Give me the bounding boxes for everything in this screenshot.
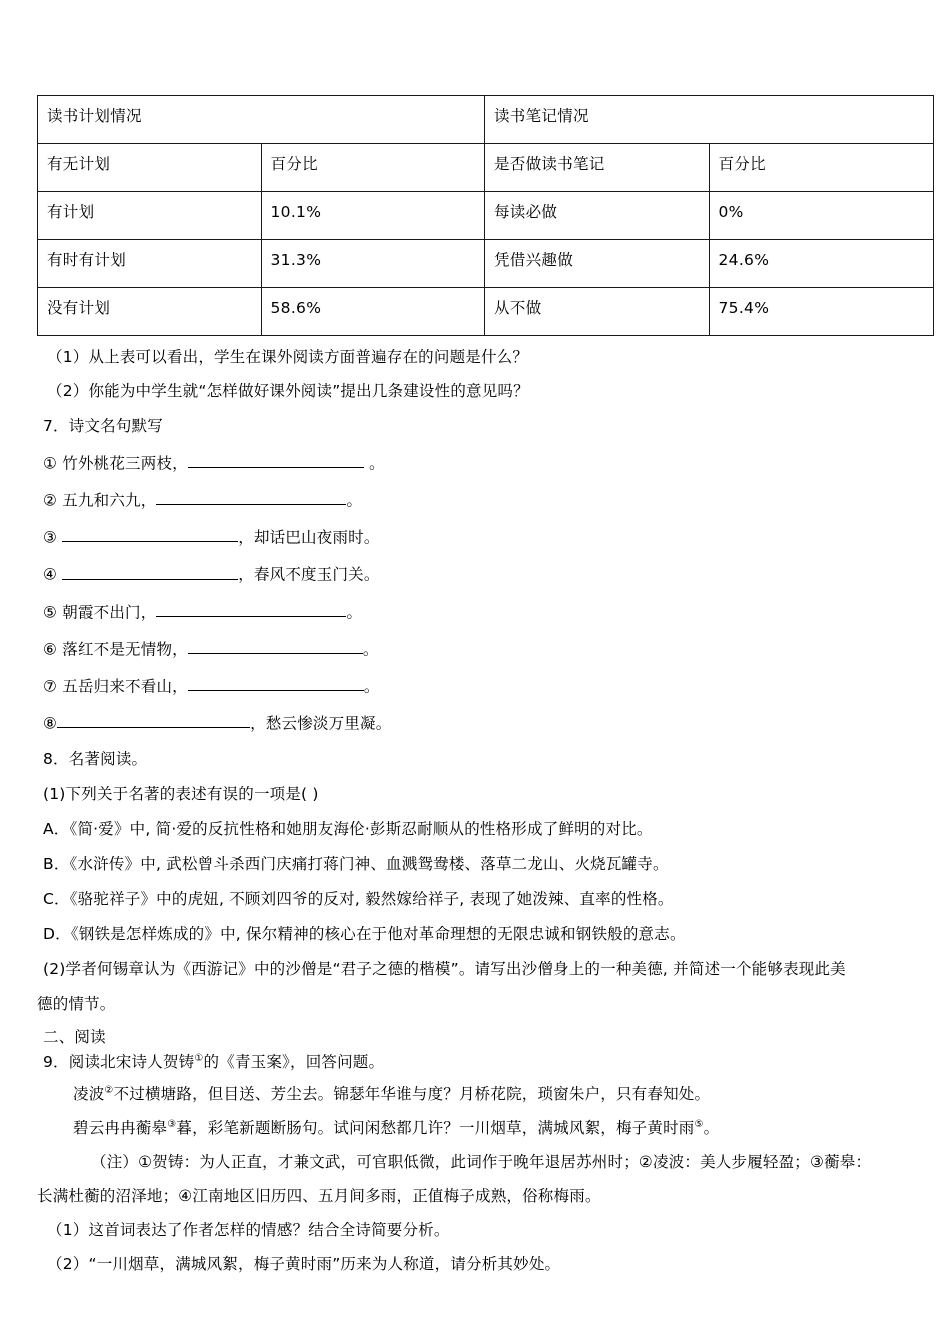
q7-item-2-suffix: 。: [346, 491, 363, 510]
table-cell: 24.6%: [709, 240, 934, 288]
table-row: [38, 240, 934, 288]
table-cell: 10.1%: [261, 192, 485, 240]
q7-item-3-marker: ③: [43, 528, 58, 547]
q7-item-7-text: 五岳归来不看山，: [62, 677, 188, 696]
q7-item-1-marker: ①: [43, 454, 58, 473]
q7-item-7-blank[interactable]: [188, 674, 364, 691]
q7-item-3-suffix: ，却话巴山夜雨时。: [238, 528, 380, 547]
table-cell: 没有计划: [38, 288, 262, 336]
q7-item-1-blank[interactable]: [188, 451, 364, 468]
table-cell: 凭借兴趣做: [485, 240, 710, 288]
poem-line-2-part-a: 碧云冉冉蘅皋: [73, 1119, 168, 1138]
poem-notes-line-2: 长满杜蘅的沼泽地；④江南地区旧历四、五月间多雨，正值梅子成熟，俗称梅雨。: [37, 1187, 601, 1206]
q9-heading-part-a: 9．阅读北宋诗人贺铸: [43, 1052, 195, 1071]
q7-item-1-suffix: 。: [369, 454, 385, 473]
q7-item-2-blank[interactable]: [156, 488, 346, 505]
section-2-heading: 二、阅读: [43, 1027, 106, 1046]
q7-item-1-text: 竹外桃花三两枝，: [62, 454, 188, 473]
question-9-heading: [37, 1052, 913, 1073]
table-cell: 31.3%: [261, 240, 485, 288]
page-content: [37, 95, 913, 1275]
q7-item-4: [37, 562, 913, 585]
q8-option-d[interactable]: D．《钢铁是怎样炼成的》中, 保尔精神的核心在于他对革命理想的无限忠诚和钢铁般的意志。: [43, 924, 686, 943]
q9-heading-part-b: 的《青玉案》，回答问题。: [203, 1052, 385, 1071]
question-8-heading: 8．名著阅读。: [43, 750, 148, 769]
q7-item-8: [37, 711, 913, 734]
q7-item-6-blank[interactable]: [188, 637, 363, 654]
q7-item-6: [37, 637, 913, 660]
q8-option-a[interactable]: A．《简·爱》中, 简·爱的反抗性格和她朋友海伦·彭斯忍耐顺从的性格形成了鲜明的对比。: [43, 820, 653, 839]
table-row: [38, 96, 934, 144]
q7-item-5: [37, 600, 913, 623]
q7-item-3-blank[interactable]: [62, 525, 238, 542]
q7-item-7: [37, 674, 913, 697]
q7-item-6-text: 落红不是无情物，: [62, 639, 188, 658]
table-column-header: 是否做读书笔记: [485, 144, 710, 192]
q7-item-8-suffix: ，愁云惨淡万里凝。: [250, 714, 392, 733]
question-7-heading: 7．诗文名句默写: [43, 416, 163, 435]
q7-item-6-suffix: 。: [362, 639, 379, 658]
q8-sub-question-1: (1)下列关于名著的表述有误的一项是( ): [43, 785, 319, 804]
table-cell: 0%: [709, 192, 934, 240]
table-question-2: （2）你能为中学生就“怎样做好课外阅读”提出几条建设性的意见吗？: [47, 381, 529, 400]
q8-sub-question-2-line1: (2)学者何锡章认为《西游记》中的沙僧是“君子之德的楷模”。请写出沙僧身上的一种美德, 并简述一个能够表现此美: [43, 959, 846, 978]
table-row: [38, 192, 934, 240]
footnote-marker-5: ⑤: [694, 1119, 704, 1131]
table-column-header: 百分比: [261, 144, 485, 192]
q9-sub-question-2: （2）“一川烟草，满城风絮，梅子黄时雨”历来为人称道，请分析其妙处。: [47, 1255, 561, 1274]
table-cell: 75.4%: [709, 288, 934, 336]
poem-line-2: [37, 1118, 913, 1139]
table-row: [38, 144, 934, 192]
table-cell: 58.6%: [261, 288, 485, 336]
poem-notes-line-1: （注）①贺铸：为人正直，才兼文武，可官职低微，此词作于晚年退居苏州时；②凌波：美人步履轻盈；③蘅皋：: [91, 1153, 872, 1172]
q7-item-7-marker: ⑦: [43, 677, 58, 696]
poem-line-1-part-a: 凌波: [73, 1085, 105, 1104]
poem-line-2-part-c: 。: [703, 1119, 720, 1138]
table-column-header: 有无计划: [38, 144, 262, 192]
q7-item-2: [37, 488, 913, 511]
footnote-marker-1: ①: [194, 1052, 204, 1064]
q7-item-1: [37, 451, 913, 474]
q7-item-4-blank[interactable]: [62, 562, 238, 579]
table-cell: 有时有计划: [38, 240, 262, 288]
table-header-left: 读书计划情况: [38, 96, 485, 144]
table-cell: 每读必做: [485, 192, 710, 240]
table-column-header: 百分比: [709, 144, 934, 192]
table-cell: 有计划: [38, 192, 262, 240]
q8-option-b[interactable]: B．《水浒传》中, 武松曾斗杀西门庆痛打蒋门神、血溅鸳鸯楼、落草二龙山、火烧瓦罐寺。: [43, 855, 669, 874]
q7-item-7-suffix: 。: [363, 677, 380, 696]
table-header-right: 读书笔记情况: [485, 96, 934, 144]
q7-item-4-suffix: ，春风不度玉门关。: [238, 565, 380, 584]
q7-item-2-marker: ②: [43, 491, 58, 510]
q7-item-8-marker: ⑧: [43, 714, 58, 733]
q7-item-5-blank[interactable]: [156, 600, 346, 617]
footnote-marker-3: ③: [167, 1119, 177, 1131]
q8-option-c[interactable]: C．《骆驼祥子》中的虎妞, 不顾刘四爷的反对, 毅然嫁给祥子, 表现了她泼辣、直率的性格。: [43, 889, 674, 908]
q7-item-5-marker: ⑤: [43, 602, 58, 621]
q7-item-4-marker: ④: [43, 565, 58, 584]
reading-survey-table: [37, 95, 934, 336]
table-row: [38, 288, 934, 336]
q7-item-2-text: 五九和六九，: [62, 491, 157, 510]
table-question-1: （1）从上表可以看出，学生在课外阅读方面普遍存在的问题是什么？: [47, 348, 529, 366]
poem-line-1: [37, 1084, 913, 1105]
q7-item-3: [37, 525, 913, 548]
q8-sub-question-2-line2: 德的情节。: [37, 994, 116, 1013]
q7-item-5-text: 朝霞不出门，: [62, 602, 157, 621]
q9-sub-question-1: （1）这首词表达了作者怎样的情感？结合全诗简要分析。: [47, 1221, 450, 1240]
q7-item-6-marker: ⑥: [43, 639, 58, 658]
poem-line-1-part-b: 不过横塘路，但目送、芳尘去。锦瑟年华谁与度？月桥花院，琐窗朱户，只有春知处。: [113, 1085, 711, 1104]
table-cell: 从不做: [485, 288, 710, 336]
q7-item-5-suffix: 。: [346, 602, 363, 621]
footnote-marker-2: ②: [104, 1085, 114, 1097]
poem-line-2-part-b: 暮，彩笔新题断肠句。试问闲愁都几许？一川烟草，满城风絮，梅子黄时雨: [176, 1119, 695, 1138]
q7-item-8-blank[interactable]: [57, 711, 250, 728]
